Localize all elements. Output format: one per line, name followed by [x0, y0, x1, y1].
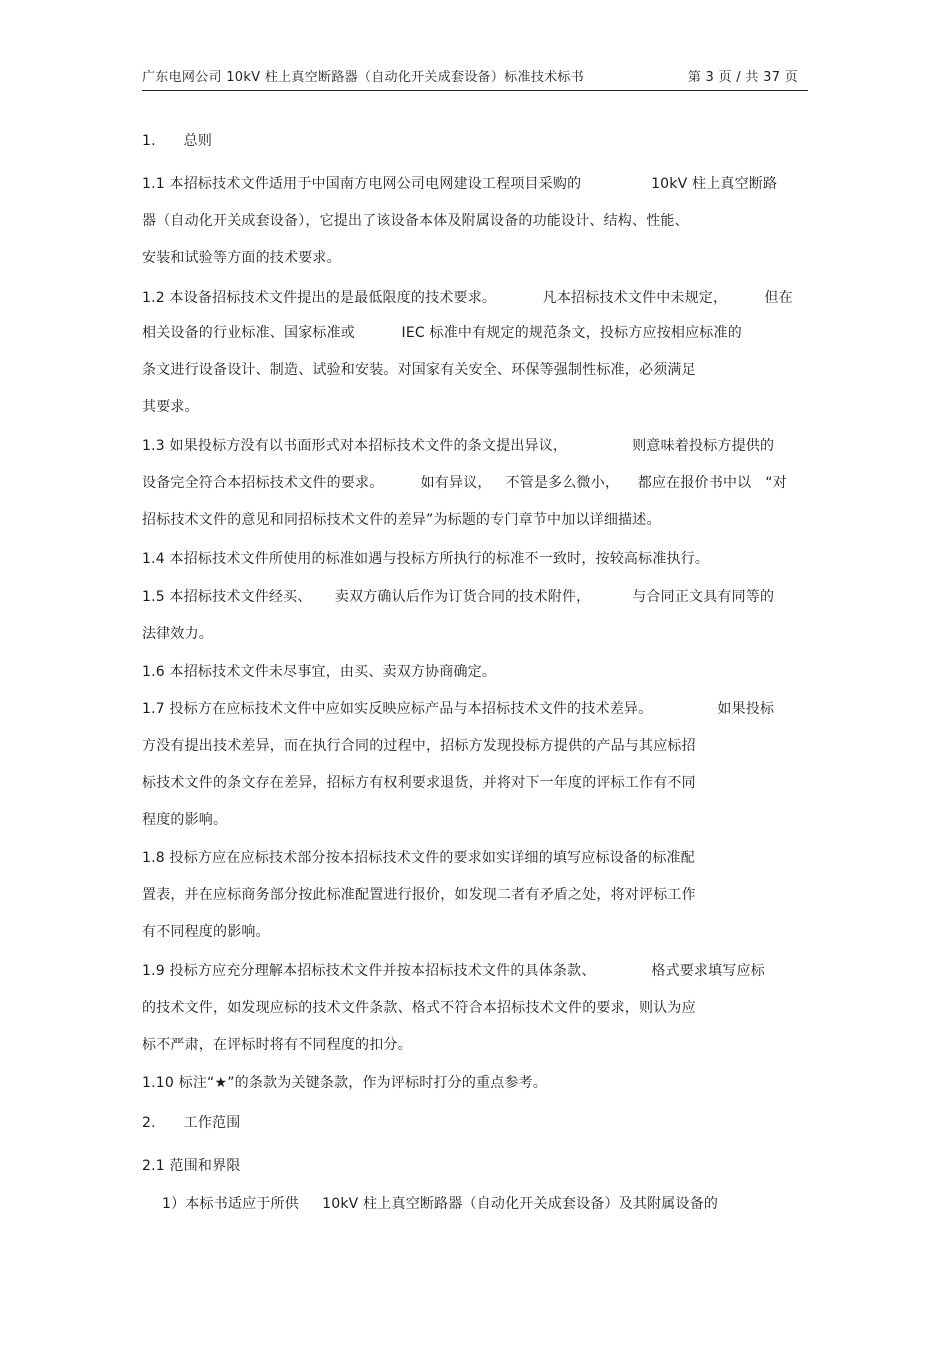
paragraph-line: 1.3 如果投标方没有以书面形式对本招标技术文件的条文提出异议， 则意味着投标方提供的 — [142, 438, 775, 454]
page-header — [142, 66, 806, 85]
paragraph-line: 程度的影响。 — [142, 812, 228, 828]
paragraph-line: 1.9 投标方应充分理解本招标技术文件并按本招标技术文件的具体条款、 格式要求填写应标 — [142, 963, 765, 979]
header-title: 广东电网公司 10kV 柱上真空断路器（自动化开关成套设备）标准技术标书 — [142, 70, 585, 85]
paragraph-line: 招标技术文件的意见和同招标技术文件的差异”为标题的专门章节中加以详细描述。 — [142, 512, 661, 528]
paragraph-line: 1.6 本招标技术文件未尽事宜，由买、卖双方协商确定。 — [142, 664, 497, 680]
paragraph-line: 相关设备的行业标准、国家标准或 IEC 标准中有规定的规范条文，投标方应按相应标准的 — [142, 325, 742, 341]
paragraph-line: 条文进行设备设计、制造、试验和安装。对国家有关安全、环保等强制性标准，必须满足 — [142, 362, 696, 378]
list-item: 1）本标书适应于所供 10kV 柱上真空断路器（自动化开关成套设备）及其附属设备的 — [162, 1196, 719, 1212]
paragraph-line: 标不严肃，在评标时将有不同程度的扣分。 — [142, 1037, 412, 1053]
paragraph-line: 其要求。 — [142, 399, 199, 415]
paragraph-line: 安装和试验等方面的技术要求。 — [142, 250, 341, 266]
paragraph-line: 1.4 本招标技术文件所使用的标准如遇与投标方所执行的标准不一致时，按较高标准执行。 — [142, 551, 710, 567]
paragraph-line: 方没有提出技术差异，而在执行合同的过程中，招标方发现投标方提供的产品与其应标招 — [142, 738, 696, 754]
paragraph-line: 有不同程度的影响。 — [142, 924, 270, 940]
paragraph-line: 标技术文件的条文存在差异，招标方有权利要求退货，并将对下一年度的评标工作有不同 — [142, 775, 696, 791]
paragraph-line: 1.5 本招标技术文件经买、 卖双方确认后作为订货合同的技术附件， 与合同正文具有同等的 — [142, 589, 775, 605]
section-heading-general: 1. 总则 — [142, 133, 213, 149]
paragraph-line: 1.2 本设备招标技术文件提出的是最低限度的技术要求。 凡本招标技术文件中未规定， 但在 — [142, 290, 793, 306]
header-divider — [142, 90, 808, 91]
paragraph-line: 1.8 投标方应在应标技术部分按本招标技术文件的要求如实详细的填写应标设备的标准配 — [142, 850, 695, 866]
paragraph-line: 设备完全符合本招标技术文件的要求。 如有异议， 不管是多么微小， 都应在报价书中以 “对 — [142, 475, 787, 491]
page-number: 第 3 页 / 共 37 页 — [687, 70, 798, 85]
paragraph-line: 置表，并在应标商务部分按此标准配置进行报价，如发现二者有矛盾之处，将对评标工作 — [142, 887, 696, 903]
paragraph-line: 1.7 投标方在应标技术文件中应如实反映应标产品与本招标技术文件的技术差异。 如果投标 — [142, 701, 775, 717]
paragraph-line: 1.10 标注“★”的条款为关键条款，作为评标时打分的重点参考。 — [142, 1075, 548, 1091]
paragraph-line: 器（自动化开关成套设备），它提出了该设备本体及附属设备的功能设计、结构、性能、 — [142, 213, 689, 229]
section-heading-scope: 2. 工作范围 — [142, 1115, 241, 1131]
paragraph-line: 法律效力。 — [142, 626, 213, 642]
paragraph-line: 的技术文件，如发现应标的技术文件条款、格式不符合本招标技术文件的要求，则认为应 — [142, 1000, 696, 1016]
paragraph-line: 1.1 本招标技术文件适用于中国南方电网公司电网建设工程项目采购的 10kV 柱上真空断路 — [142, 176, 778, 192]
subsection-heading: 2.1 范围和界限 — [142, 1158, 241, 1174]
